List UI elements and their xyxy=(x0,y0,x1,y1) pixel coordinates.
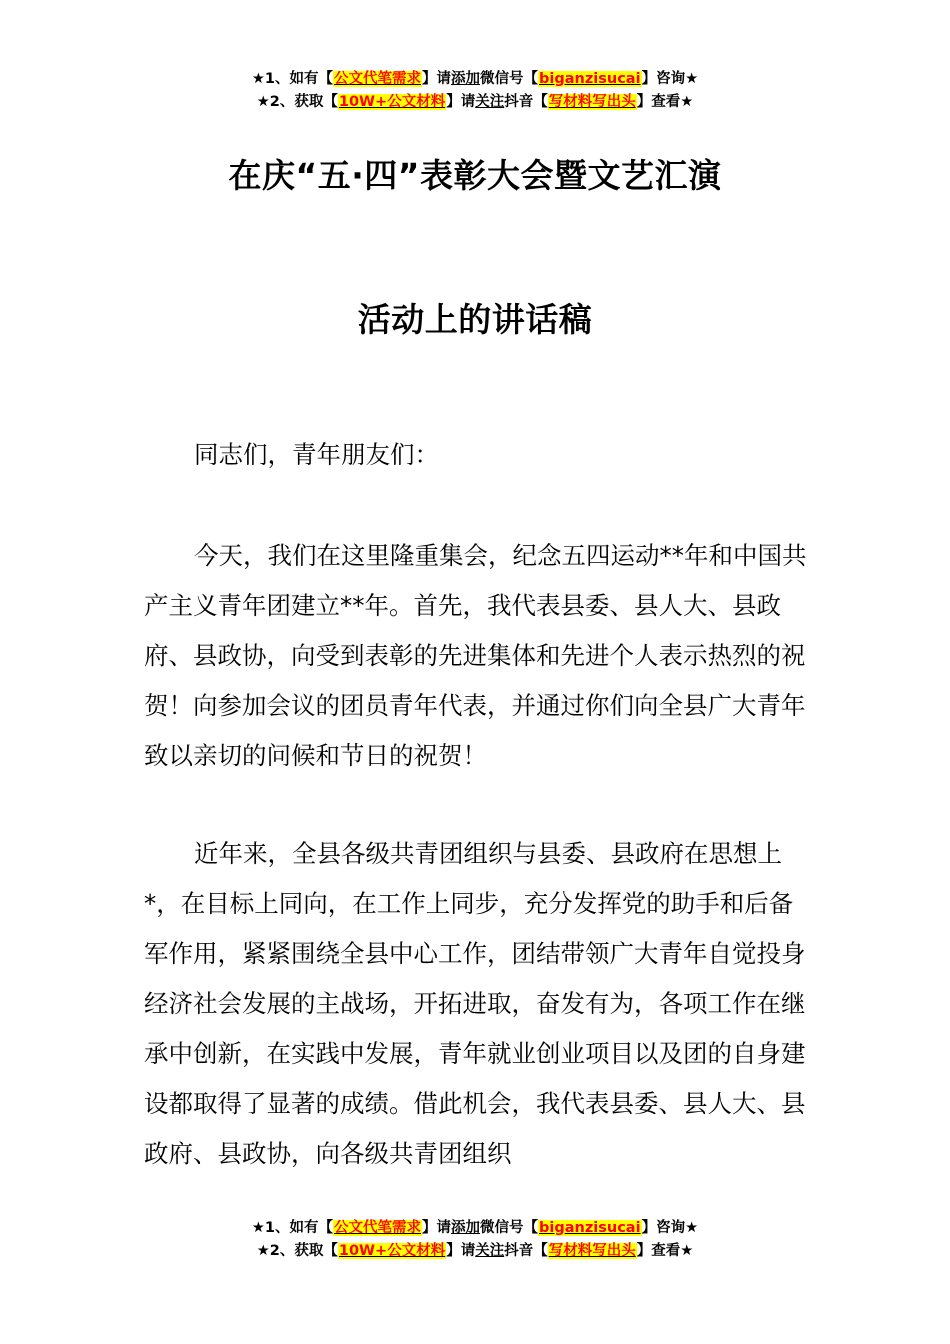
highlight-service: 公文代笔需求 xyxy=(334,1220,422,1236)
banner-text: 】查看★ xyxy=(636,1243,694,1259)
banner-text: 抖音【 xyxy=(504,1243,548,1259)
banner-emphasis: 添加 xyxy=(451,1220,481,1236)
highlight-wechat-id: biganzisucai xyxy=(539,1220,641,1236)
banner-text: 】请 xyxy=(446,94,476,110)
highlight-douyin-account: 写材料写出头 xyxy=(548,94,636,110)
banner-text: ★2、获取【 xyxy=(256,94,338,110)
banner-text: ★1、如有【 xyxy=(251,71,334,87)
banner-text: 】请 xyxy=(422,71,452,87)
banner-text: 】咨询★ xyxy=(641,1220,699,1236)
highlight-materials: 10W+公文材料 xyxy=(338,1243,446,1259)
paragraph-2: 近年来，全县各级共青团组织与县委、县政府在思想上*，在目标上同向，在工作上同步，充分发挥党的助手和后备军作用，紧紧围绕全县中心工作，团结带领广大青年自觉投身经济社会发展的主战场，开拓进取，奋发有为，各项工作在继承中创新，在实践中发展，青年就业创业项目以及团的自身建设都取得了显著的成绩。借此机会，我代表县委、县人大、县政府、县政协，向各级共青团组织 xyxy=(144,839,806,1168)
document-title-line-1: 在庆“五·四”表彰大会暨文艺汇演 xyxy=(228,156,722,195)
banner-emphasis: 关注 xyxy=(475,1243,505,1259)
banner-emphasis: 关注 xyxy=(475,94,505,110)
banner-text: 】咨询★ xyxy=(641,71,699,87)
header-banner xyxy=(0,68,950,114)
banner-line-1 xyxy=(0,68,950,91)
banner-line-1 xyxy=(0,1217,950,1240)
highlight-materials: 10W+公文材料 xyxy=(338,94,446,110)
banner-text: 】请 xyxy=(446,1243,476,1259)
highlight-douyin-account: 写材料写出头 xyxy=(548,1243,636,1259)
banner-text: 】请 xyxy=(422,1220,452,1236)
paragraph-1: 今天，我们在这里隆重集会，纪念五四运动**年和中国共产主义青年团建立**年。首先，我代表县委、县人大、县政府、县政协，向受到表彰的先进集体和先进个人表示热烈的祝贺！向参加会议的团员青年代表，并通过你们向全县广大青年致以亲切的问候和节日的祝贺！ xyxy=(144,541,807,770)
highlight-service: 公文代笔需求 xyxy=(334,71,422,87)
document-title-line-2: 活动上的讲话稿 xyxy=(357,300,593,339)
salutation: 同志们，青年朋友们： xyxy=(194,440,439,469)
banner-text: 微信号【 xyxy=(480,71,539,87)
banner-text: 抖音【 xyxy=(504,94,548,110)
banner-text: 微信号【 xyxy=(480,1220,539,1236)
banner-emphasis: 添加 xyxy=(451,71,481,87)
banner-line-2 xyxy=(0,91,950,114)
highlight-wechat-id: biganzisucai xyxy=(539,71,641,87)
banner-text: 】查看★ xyxy=(636,94,694,110)
banner-line-2 xyxy=(0,1240,950,1263)
footer-banner xyxy=(0,1217,950,1263)
banner-text: ★1、如有【 xyxy=(251,1220,334,1236)
banner-text: ★2、获取【 xyxy=(256,1243,338,1259)
